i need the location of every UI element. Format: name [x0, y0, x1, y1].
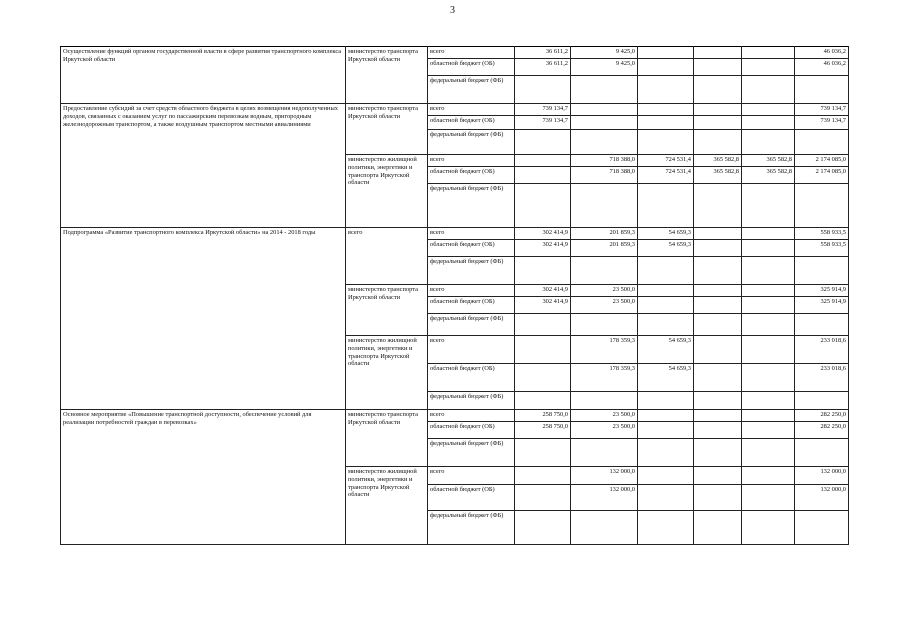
year-value-cell — [638, 116, 694, 130]
year-value-cell — [742, 59, 795, 76]
year-value-cell: 9 425,0 — [571, 47, 638, 59]
year-value-cell — [638, 485, 694, 511]
funding-source-cell: федеральный бюджет (ФБ) — [428, 130, 515, 155]
year-value-cell: 23 500,0 — [571, 285, 638, 297]
year-value-cell — [638, 511, 694, 545]
year-value-cell — [694, 467, 742, 485]
year-value-cell: 718 388,0 — [571, 155, 638, 167]
total-value-cell: 233 018,6 — [795, 336, 849, 364]
funding-source-cell: областной бюджет (ОБ) — [428, 485, 515, 511]
year-value-cell — [694, 116, 742, 130]
year-value-cell — [742, 364, 795, 392]
year-value-cell: 365 582,8 — [694, 155, 742, 167]
year-value-cell — [742, 410, 795, 422]
year-value-cell: 132 000,0 — [571, 467, 638, 485]
funding-source-cell: всего — [428, 285, 515, 297]
year-value-cell — [694, 511, 742, 545]
year-value-cell: 9 425,0 — [571, 59, 638, 76]
funding-source-cell: федеральный бюджет (ФБ) — [428, 439, 515, 467]
executor-cell: министерство транспорта Иркутской области — [346, 47, 428, 104]
budget-table-body — [61, 47, 849, 545]
year-value-cell — [742, 467, 795, 485]
funding-source-cell: федеральный бюджет (ФБ) — [428, 257, 515, 285]
year-value-cell — [742, 228, 795, 240]
funding-source-cell: областной бюджет (ОБ) — [428, 240, 515, 257]
year-value-cell — [742, 184, 795, 228]
total-value-cell — [795, 314, 849, 336]
year-value-cell — [571, 104, 638, 116]
year-value-cell: 718 388,0 — [571, 167, 638, 184]
year-value-cell — [638, 439, 694, 467]
year-value-cell — [742, 485, 795, 511]
total-value-cell: 325 914,9 — [795, 297, 849, 314]
executor-cell: министерство транспорта Иркутской области — [346, 410, 428, 467]
section-title: Предоставление субсидий за счет средств областного бюджета в целях возмещения недополученных доходов, связанных с оказанием услуг по пассажирским перевозкам водным, пригородным железнодорожным транспортом, а также воздушным транспортом местными авиалиниями — [61, 104, 346, 228]
year-value-cell: 302 414,9 — [515, 240, 571, 257]
year-value-cell — [515, 314, 571, 336]
year-value-cell — [515, 76, 571, 104]
year-value-cell: 739 134,7 — [515, 104, 571, 116]
total-value-cell: 558 933,5 — [795, 228, 849, 240]
year-value-cell — [742, 240, 795, 257]
year-value-cell: 23 500,0 — [571, 410, 638, 422]
year-value-cell — [571, 116, 638, 130]
year-value-cell — [515, 167, 571, 184]
year-value-cell — [638, 422, 694, 439]
funding-source-cell: федеральный бюджет (ФБ) — [428, 76, 515, 104]
total-value-cell — [795, 511, 849, 545]
table-row — [61, 410, 849, 422]
funding-source-cell: всего — [428, 336, 515, 364]
total-value-cell — [795, 257, 849, 285]
year-value-cell — [571, 439, 638, 467]
total-value-cell: 46 036,2 — [795, 59, 849, 76]
year-value-cell — [742, 297, 795, 314]
budget-table — [60, 46, 849, 545]
year-value-cell — [638, 257, 694, 285]
year-value-cell — [638, 467, 694, 485]
total-value-cell: 2 174 085,0 — [795, 155, 849, 167]
year-value-cell — [515, 257, 571, 285]
total-value-cell: 558 933,5 — [795, 240, 849, 257]
year-value-cell: 739 134,7 — [515, 116, 571, 130]
year-value-cell — [694, 130, 742, 155]
year-value-cell — [742, 76, 795, 104]
total-value-cell: 282 250,0 — [795, 410, 849, 422]
year-value-cell: 132 000,0 — [571, 485, 638, 511]
total-value-cell — [795, 130, 849, 155]
year-value-cell: 54 659,3 — [638, 336, 694, 364]
funding-source-cell: областной бюджет (ОБ) — [428, 167, 515, 184]
year-value-cell: 54 659,3 — [638, 364, 694, 392]
year-value-cell — [638, 410, 694, 422]
executor-cell: министерство жилищной политики, энергетики и транспорта Иркутской области — [346, 467, 428, 545]
year-value-cell: 724 531,4 — [638, 155, 694, 167]
year-value-cell: 302 414,9 — [515, 228, 571, 240]
section-title: Основное мероприятие «Повышение транспортной доступности, обеспечение условий для реализации потребностей граждан в перевозках» — [61, 410, 346, 545]
total-value-cell: 739 134,7 — [795, 104, 849, 116]
year-value-cell — [571, 392, 638, 410]
year-value-cell — [742, 104, 795, 116]
year-value-cell — [694, 184, 742, 228]
funding-source-cell: федеральный бюджет (ФБ) — [428, 184, 515, 228]
year-value-cell — [515, 155, 571, 167]
year-value-cell — [515, 392, 571, 410]
funding-source-cell: всего — [428, 155, 515, 167]
year-value-cell: 201 859,3 — [571, 240, 638, 257]
year-value-cell: 36 611,2 — [515, 47, 571, 59]
total-value-cell: 739 134,7 — [795, 116, 849, 130]
year-value-cell — [515, 485, 571, 511]
year-value-cell: 302 414,9 — [515, 285, 571, 297]
year-value-cell: 365 582,8 — [742, 155, 795, 167]
table-row — [61, 104, 849, 116]
funding-source-cell: областной бюджет (ОБ) — [428, 59, 515, 76]
year-value-cell: 365 582,8 — [742, 167, 795, 184]
year-value-cell — [694, 47, 742, 59]
year-value-cell — [515, 184, 571, 228]
year-value-cell — [742, 439, 795, 467]
year-value-cell — [515, 439, 571, 467]
year-value-cell — [694, 336, 742, 364]
year-value-cell — [638, 47, 694, 59]
funding-source-cell: областной бюджет (ОБ) — [428, 422, 515, 439]
section-title: Подпрограмма «Развитие транспортного комплекса Иркутской области» на 2014 - 2018 годы — [61, 228, 346, 410]
year-value-cell — [638, 59, 694, 76]
year-value-cell — [742, 314, 795, 336]
year-value-cell — [638, 314, 694, 336]
year-value-cell — [571, 76, 638, 104]
year-value-cell — [694, 76, 742, 104]
year-value-cell: 302 414,9 — [515, 297, 571, 314]
year-value-cell — [694, 104, 742, 116]
funding-source-cell: областной бюджет (ОБ) — [428, 116, 515, 130]
total-value-cell: 325 914,9 — [795, 285, 849, 297]
total-value-cell — [795, 76, 849, 104]
year-value-cell — [694, 228, 742, 240]
year-value-cell: 36 611,2 — [515, 59, 571, 76]
funding-source-cell: областной бюджет (ОБ) — [428, 297, 515, 314]
year-value-cell — [694, 410, 742, 422]
funding-source-cell: федеральный бюджет (ФБ) — [428, 314, 515, 336]
year-value-cell — [694, 59, 742, 76]
year-value-cell — [515, 336, 571, 364]
funding-source-cell: федеральный бюджет (ФБ) — [428, 511, 515, 545]
year-value-cell — [694, 285, 742, 297]
year-value-cell — [571, 184, 638, 228]
year-value-cell — [638, 285, 694, 297]
year-value-cell — [694, 364, 742, 392]
page-number: 3 — [450, 5, 455, 16]
year-value-cell: 23 500,0 — [571, 422, 638, 439]
executor-cell: всего — [346, 228, 428, 285]
year-value-cell — [742, 422, 795, 439]
funding-source-cell: федеральный бюджет (ФБ) — [428, 392, 515, 410]
year-value-cell — [515, 511, 571, 545]
year-value-cell — [694, 392, 742, 410]
year-value-cell: 258 750,0 — [515, 422, 571, 439]
total-value-cell — [795, 392, 849, 410]
year-value-cell: 178 359,3 — [571, 364, 638, 392]
year-value-cell: 724 531,4 — [638, 167, 694, 184]
year-value-cell: 178 359,3 — [571, 336, 638, 364]
total-value-cell: 282 250,0 — [795, 422, 849, 439]
total-value-cell: 132 000,0 — [795, 467, 849, 485]
year-value-cell — [515, 364, 571, 392]
funding-source-cell: всего — [428, 47, 515, 59]
funding-source-cell: областной бюджет (ОБ) — [428, 364, 515, 392]
year-value-cell — [694, 439, 742, 467]
executor-cell: министерство транспорта Иркутской области — [346, 285, 428, 336]
total-value-cell — [795, 184, 849, 228]
year-value-cell — [571, 511, 638, 545]
year-value-cell — [742, 257, 795, 285]
year-value-cell: 23 500,0 — [571, 297, 638, 314]
year-value-cell — [515, 130, 571, 155]
total-value-cell: 132 000,0 — [795, 485, 849, 511]
executor-cell: министерство жилищной политики, энергетики и транспорта Иркутской области — [346, 336, 428, 410]
executor-cell: министерство жилищной политики, энергетики и транспорта Иркутской области — [346, 155, 428, 228]
year-value-cell — [742, 511, 795, 545]
funding-source-cell: всего — [428, 467, 515, 485]
total-value-cell: 46 036,2 — [795, 47, 849, 59]
year-value-cell — [638, 130, 694, 155]
year-value-cell — [742, 130, 795, 155]
year-value-cell — [638, 104, 694, 116]
year-value-cell — [694, 297, 742, 314]
year-value-cell — [742, 47, 795, 59]
year-value-cell: 258 750,0 — [515, 410, 571, 422]
year-value-cell: 54 659,3 — [638, 228, 694, 240]
year-value-cell — [742, 116, 795, 130]
year-value-cell — [515, 467, 571, 485]
year-value-cell: 365 582,8 — [694, 167, 742, 184]
year-value-cell — [742, 336, 795, 364]
year-value-cell: 201 859,3 — [571, 228, 638, 240]
funding-source-cell: всего — [428, 228, 515, 240]
year-value-cell — [742, 285, 795, 297]
total-value-cell: 233 018,6 — [795, 364, 849, 392]
year-value-cell — [694, 314, 742, 336]
year-value-cell — [638, 297, 694, 314]
year-value-cell — [571, 130, 638, 155]
total-value-cell — [795, 439, 849, 467]
year-value-cell — [638, 392, 694, 410]
total-value-cell: 2 174 085,0 — [795, 167, 849, 184]
year-value-cell — [694, 422, 742, 439]
year-value-cell — [638, 184, 694, 228]
year-value-cell — [694, 257, 742, 285]
year-value-cell — [638, 76, 694, 104]
year-value-cell — [694, 485, 742, 511]
year-value-cell — [742, 392, 795, 410]
funding-source-cell: всего — [428, 104, 515, 116]
section-title: Осуществление функций органом государственной власти в сфере развития транспортного комплекса Иркутской области — [61, 47, 346, 104]
executor-cell: министерство транспорта Иркутской области — [346, 104, 428, 155]
year-value-cell — [571, 257, 638, 285]
year-value-cell: 54 659,3 — [638, 240, 694, 257]
table-row — [61, 47, 849, 59]
year-value-cell — [694, 240, 742, 257]
table-row — [61, 228, 849, 240]
year-value-cell — [571, 314, 638, 336]
funding-source-cell: всего — [428, 410, 515, 422]
